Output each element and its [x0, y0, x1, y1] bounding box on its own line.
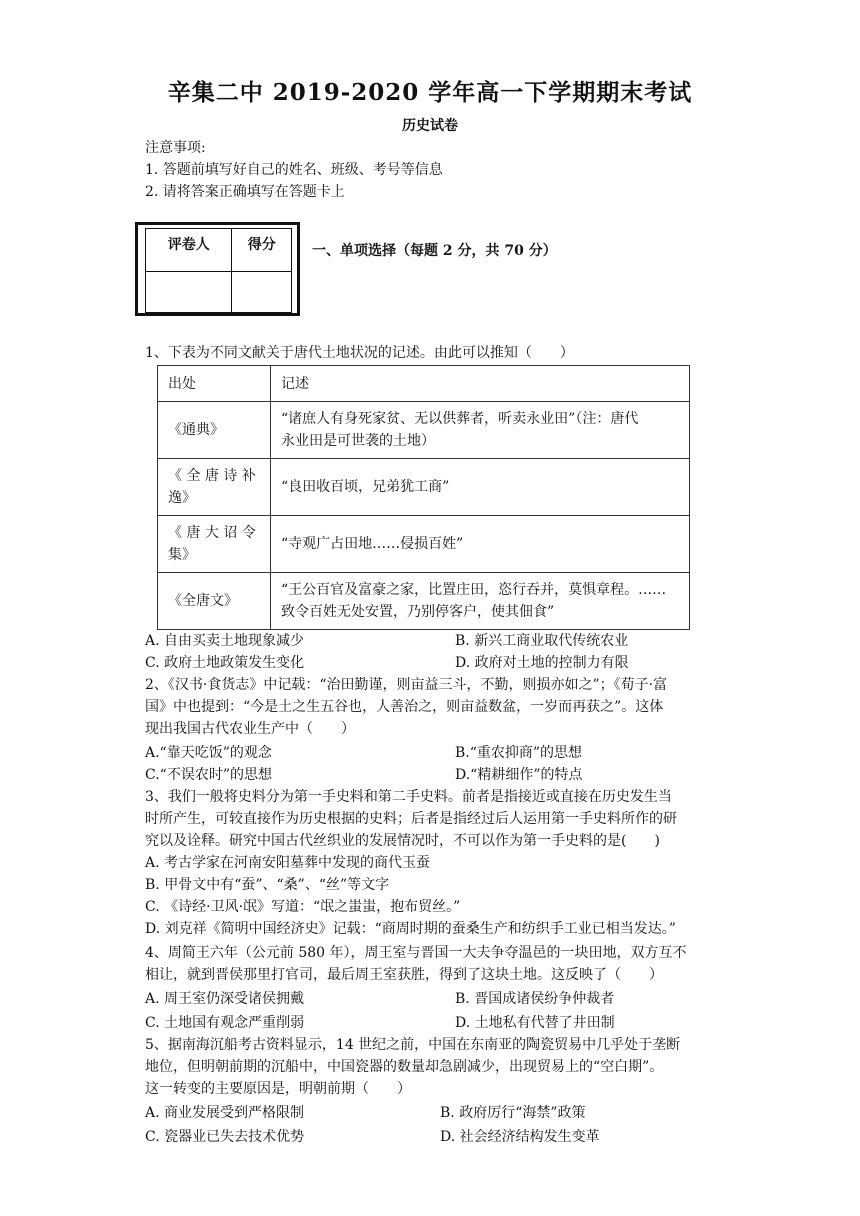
q1-row4-line1: “王公百官及富豪之家，比置庄田，恣行吞并，莫惧章程。……	[281, 582, 667, 598]
q1-row4-record	[271, 573, 690, 630]
q1-row3-record: “寺观广占田地……侵损百姓”	[271, 516, 690, 573]
score-cell	[232, 272, 292, 313]
q3-option-d: D. 刘克祥《简明中国经济史》记载：“商周时期的蚕桑生产和纺织手工业已相当发达。”	[145, 921, 676, 937]
notes-heading: 注意事项:	[145, 140, 206, 156]
q5-option-d: D. 社会经济结构发生变革	[440, 1129, 600, 1145]
q2-line1: 2、《汉书·食货志》中记载：“治田勤谨，则亩益三斗，不勤，则损亦如之”；《荀子·富	[145, 677, 668, 693]
q4-option-c: C. 土地国有观念严重削弱	[145, 1015, 305, 1031]
q1-row3-source-line2: 集》	[168, 547, 196, 563]
score-header: 得分	[232, 229, 292, 272]
q1-option-d: D. 政府对土地的控制力有限	[455, 655, 629, 671]
q5-line1: 5、据南海沉船考古资料显示，14 世纪之前，中国在东南亚的陶瓷贸易中几乎处于垄断	[145, 1037, 681, 1053]
exam-subtitle: 历史试卷	[402, 118, 458, 134]
q3-option-a: A. 考古学家在河南安阳墓葬中发现的商代玉蚕	[145, 855, 431, 871]
q2-line3: 现出我国古代农业生产中（ ）	[145, 721, 355, 737]
q1-header-source: 出处	[158, 366, 271, 402]
q3-option-c: C. 《诗经·卫风·氓》写道：“氓之蚩蚩，抱布贸丝。”	[145, 899, 461, 915]
q2-option-c: C.“不误农时”的思想	[145, 767, 272, 783]
q4-option-d: D. 土地私有代替了井田制	[455, 1015, 615, 1031]
q3-line3: 究以及诠释。研究中国古代丝织业的发展情况时，不可以作为第一手史料的是( )	[145, 833, 660, 849]
q5-line3: 这一转变的主要原因是，明朝前期（ ）	[145, 1081, 411, 1097]
q3-line2: 时所产生，可较直接作为历史根据的史料；后者是指经过后人运用第一手史料所作的研	[145, 811, 677, 827]
q4-option-b: B. 晋国成诸侯纷争仲裁者	[455, 991, 615, 1007]
q3-option-b: B. 甲骨文中有“蚕”、“桑”、“丝”等文字	[145, 877, 390, 893]
q1-option-b: B. 新兴工商业取代传统农业	[455, 633, 629, 649]
note-item-1: 1. 答题前填写好自己的姓名、班级、考号等信息	[145, 162, 443, 178]
q4-line1: 4、周简王六年（公元前 580 年），周王室与晋国一大夫争夺温邑的一块田地，双方互不	[145, 945, 687, 961]
q1-row3-source	[158, 516, 271, 573]
q1-row4-line2: 致令百姓无处安置，乃别停客户，使其佃食”	[281, 604, 555, 620]
q1-header-record: 记述	[271, 366, 690, 402]
q2-option-d: D.“精耕细作”的特点	[455, 767, 583, 783]
q1-option-a: A. 自由买卖土地现象减少	[145, 633, 305, 649]
exam-title: 辛集二中 2019-2020 学年高一下学期期末考试	[167, 79, 693, 106]
q1-row1-source: 《通典》	[158, 402, 271, 459]
q1-row1-record	[271, 402, 690, 459]
q1-row2-source-line1: 《 全 唐 诗 补	[168, 468, 256, 484]
q1-source-table	[157, 365, 690, 630]
q2-option-b: B.“重农抑商”的思想	[455, 745, 583, 761]
section-heading: 一、单项选择（每题 2 分，共 70 分）	[312, 243, 557, 259]
q2-option-a: A.“靠天吃饭”的观念	[145, 745, 272, 761]
score-table	[135, 222, 300, 316]
q3-line1: 3、我们一般将史料分为第一手史料和第二手史料。前者是指接近或直接在历史发生当	[145, 789, 672, 805]
q1-row2-source-line2: 逸》	[168, 490, 196, 506]
q1-row2-record: “良田收百顷，兄弟犹工商”	[271, 459, 690, 516]
q5-option-b: B. 政府厉行“海禁”政策	[440, 1105, 586, 1121]
grader-cell	[146, 272, 232, 313]
q4-line2: 相让，就到晋侯那里打官司，最后周王室获胜，得到了这块土地。这反映了（ ）	[145, 967, 663, 983]
q5-option-c: C. 瓷器业已失去技术优势	[145, 1129, 305, 1145]
q1-row3-source-line1: 《 唐 大 诏 令	[168, 525, 256, 541]
q1-row2-source	[158, 459, 271, 516]
q1-row1-line2: 永业田是可世袭的土地）	[281, 433, 435, 449]
q4-option-a: A. 周王室仍深受诸侯拥戴	[145, 991, 305, 1007]
q1-row4-source: 《全唐文》	[158, 573, 271, 630]
q1-option-c: C. 政府土地政策发生变化	[145, 655, 305, 671]
q5-option-a: A. 商业发展受到严格限制	[145, 1105, 305, 1121]
q5-line2: 地位，但明朝前期的沉船中，中国瓷器的数量却急剧减少，出现贸易上的“空白期”。	[145, 1059, 664, 1075]
q1-stem: 1、下表为不同文献关于唐代土地状况的记述。由此可以推知（ ）	[145, 345, 574, 361]
note-item-2: 2. 请将答案正确填写在答题卡上	[145, 184, 345, 200]
q2-line2: 国》中也提到：“今是土之生五谷也，人善治之，则亩益数盆，一岁而再获之”。这体	[145, 699, 664, 715]
grader-header: 评卷人	[146, 229, 232, 272]
q1-row1-line1: “诸庶人有身死家贫、无以供葬者，听卖永业田”（注：唐代	[281, 411, 639, 427]
